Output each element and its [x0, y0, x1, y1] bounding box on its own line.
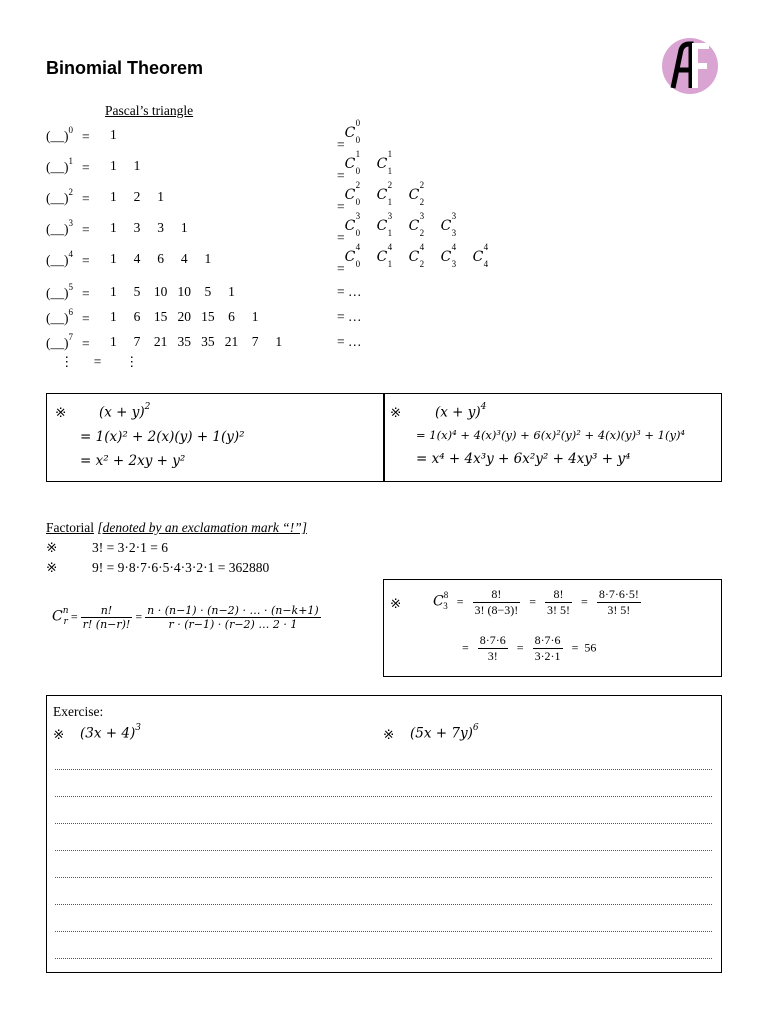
- pascal-row-values: 1 1: [110, 158, 141, 173]
- pascal-row-values: 1 5 10 10 5 1: [110, 284, 235, 299]
- exercise-heading: Exercise:: [53, 704, 104, 719]
- pascal-row-combinations: = C 4 0 C 4 1 C 4 2 C 4 3 C 4 4: [337, 242, 489, 276]
- pascal-row-combinations: = C 3 0 C 3 1 C 3 2 C 3 3: [337, 211, 457, 245]
- fact1: 3! = 3·2·1 = 6: [92, 540, 168, 555]
- pascal-row-combinations: = C 0 0: [337, 118, 361, 152]
- exercise-q1: $(3x + 4)^3$: [80, 723, 141, 742]
- pascal-row-values: 1 7 21 35 35 21 7 1: [110, 334, 283, 349]
- pascal-row-values: 1 3 3 1: [110, 220, 188, 235]
- pascal-row-combinations: = …: [337, 334, 362, 349]
- fact1-mark: ※: [46, 540, 58, 555]
- pascal-row-combinations: = C 2 0 C 2 1 C 2 2: [337, 180, 425, 214]
- answer-line[interactable]: [55, 796, 712, 797]
- vdots-row: ⋮ = ⋮: [60, 354, 139, 369]
- box1-line1: $(x + y)^2$: [99, 402, 151, 421]
- pascal-row-label: (__)$^5$ =: [46, 282, 90, 301]
- box2-line2: = 1(x)⁴ + 4(x)³(y) + 6(x)²(y)² + 4(x)(y)³ + 1(y)⁴: [416, 428, 686, 442]
- box1-line3: = x² + 2xy + y²: [80, 453, 186, 469]
- box3-line1: $C^8_3$ = $\frac{8!}{3! (8-3)!}$ = $\frac{8!}{3! 5!}$ = $\frac{8\cdot 7\cdot 6\cdot 5!}{3! 5!}$: [433, 587, 639, 617]
- page-title: Binomial Theorem: [46, 58, 204, 78]
- pascal-heading: Pascal’s triangle: [105, 103, 194, 118]
- box2-line1: $(x + y)^4$: [435, 402, 487, 421]
- answer-line[interactable]: [55, 877, 712, 878]
- pascal-row-label: (__)$^3$ =: [46, 218, 90, 237]
- pascal-row-label: (__)$^6$ =: [46, 307, 90, 326]
- pascal-row-values: 1: [110, 127, 117, 142]
- pascal-row-label: (__)$^7$ =: [46, 332, 90, 351]
- pascal-row-combinations: = C 1 0 C 1 1: [337, 149, 393, 183]
- box2-line3: = x⁴ + 4x³y + 6x²y² + 4xy³ + y⁴: [416, 451, 631, 467]
- box1-line2: = 1(x)² + 2(x)(y) + 1(y)²: [80, 429, 245, 445]
- answer-line[interactable]: [55, 931, 712, 932]
- exercise-q1-mark: ※: [53, 727, 65, 742]
- box3-line2: = $\frac{8\cdot 7\cdot 6}{3!}$ = $\frac{8\cdot 7\cdot 6}{3\cdot 2\cdot 1}$ = 56: [462, 633, 597, 663]
- box1-mark: ※: [55, 405, 67, 420]
- pascal-row-values: 1 4 6 4 1: [110, 251, 212, 266]
- exercise-q2-mark: ※: [383, 727, 395, 742]
- answer-line[interactable]: [55, 769, 712, 770]
- pascal-row-label: (__)$^0$ =: [46, 125, 90, 144]
- answer-line[interactable]: [55, 958, 712, 959]
- pascal-row-label: (__)$^4$ =: [46, 249, 90, 268]
- logo: [661, 38, 719, 94]
- fact2-mark: ※: [46, 560, 58, 575]
- pascal-row-combinations: = …: [337, 309, 362, 324]
- box3-mark: ※: [390, 596, 402, 611]
- pascal-row-label: (__)$^2$ =: [46, 187, 90, 206]
- fact2: 9! = 9·8·7·6·5·4·3·2·1 = 362880: [92, 560, 270, 575]
- answer-line[interactable]: [55, 850, 712, 851]
- box2-mark: ※: [390, 405, 402, 420]
- combination-formula: $C^n_r$ = $\frac{n!}{r! (n-r)!}$ = $\frac{n \cdot (n-1) \cdot (n-2) \cdot \dots \cdot (n-k+1)}{r \cdot (r-1) \cdot (r-2) \dots 2 \cdot 1}$: [52, 604, 319, 631]
- answer-line[interactable]: [55, 904, 712, 905]
- pascal-row-combinations: = …: [337, 284, 362, 299]
- pascal-row-label: (__)$^1$ =: [46, 156, 90, 175]
- pascal-row-values: 1 2 1: [110, 189, 164, 204]
- answer-line[interactable]: [55, 823, 712, 824]
- pascal-row-values: 1 6 15 20 15 6 1: [110, 309, 259, 324]
- factorial-heading: Factorial [denoted by an exclamation mark “!”]: [46, 520, 307, 535]
- exercise-q2: $(5x + 7y)^6$: [410, 723, 479, 742]
